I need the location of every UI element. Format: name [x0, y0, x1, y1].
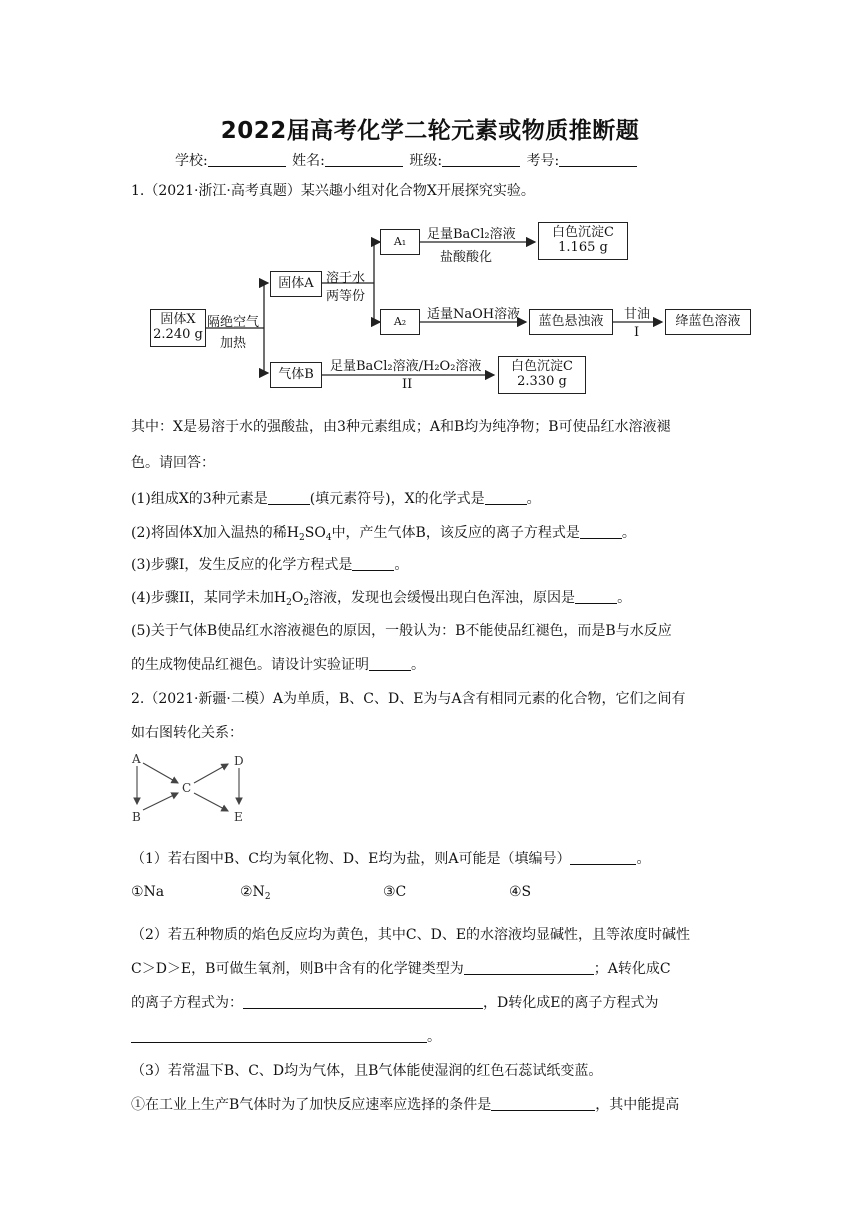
q2-part-3-sub-1 [131, 1094, 679, 1114]
q1-part-3-blank[interactable] [352, 556, 394, 571]
solid-a-label: 固体A [278, 276, 314, 291]
blue-suspension-box [529, 309, 613, 335]
q1-part-3-text-a: (3)步骤I，发生反应的化学方程式是 [131, 557, 353, 573]
node-c: C [182, 781, 192, 795]
q2-stem-line-2: 如右图转化关系： [131, 725, 243, 741]
deep-blue-solution-box [665, 309, 751, 335]
q1-part-4-text-b: O [291, 590, 304, 606]
q2-part-3-text-a: ①在工业上生产B气体时为了加快反应速率应选择的条件是 [131, 1097, 492, 1113]
q2-part-2-blank-2[interactable] [243, 994, 483, 1009]
q2-conversion-diagram [128, 752, 253, 827]
isolate-air-label: 隔绝空气 [207, 315, 260, 330]
a2-label: A₂ [393, 315, 407, 328]
q1-part-1-blank-2[interactable] [485, 490, 527, 505]
q1-part-3-text-b: 。 [394, 557, 409, 573]
q1-part-4-text-d: 。 [617, 590, 632, 606]
q2-part-3: （3）若常温下B、C、D均为气体，且B气体能使湿润的红色石蕊试纸变蓝。 [131, 1063, 603, 1079]
blue-suspension-label: 蓝色悬浊液 [538, 314, 604, 329]
q2-part-2-blank-1[interactable] [464, 960, 594, 975]
solid-x-box [150, 309, 206, 347]
hcl-acidify-label: 盐酸酸化 [440, 250, 493, 265]
q1-part-5-text-b: 。 [411, 657, 425, 673]
q1-part-5-blank[interactable] [369, 656, 411, 671]
white-precipitate-c2-label: 白色沉淀C [511, 359, 573, 374]
q1-part-2-blank[interactable] [580, 524, 622, 539]
q1-part-2-text-b: SO [304, 525, 326, 541]
class-field[interactable] [442, 152, 520, 167]
q2-part-2-text-c: 的离子方程式为： [131, 995, 243, 1011]
bacl2-excess-label: 足量BaCl₂溶液 [427, 227, 516, 242]
q2-option-1: ①Na [131, 884, 165, 900]
solid-x-label: 固体X [160, 312, 196, 327]
name-label: 姓名: [292, 153, 325, 169]
node-e: E [234, 810, 243, 824]
q2-option-4: ④S [509, 884, 532, 900]
class-label: 班级: [409, 153, 443, 169]
two-parts-label: 两等份 [326, 289, 366, 304]
student-info-line [175, 150, 639, 170]
q1-part-1-blank-1[interactable] [268, 490, 310, 505]
q2-part-1-blank[interactable] [570, 850, 636, 865]
q1-flow-diagram [140, 215, 760, 395]
q2-part-2-line-1: （2）若五种物质的焰色反应均为黄色，其中C、D、E的水溶液均显碱性，且等浓度时碱性 [131, 927, 691, 943]
deep-blue-solution-label: 绛蓝色溶液 [675, 314, 741, 329]
q1-part-3 [131, 554, 408, 574]
bacl2-h2o2-label: 足量BaCl₂溶液/H₂O₂溶液 [330, 359, 482, 374]
name-field[interactable] [325, 152, 403, 167]
number-field[interactable] [559, 152, 637, 167]
naoh-label: 适量NaOH溶液 [427, 307, 521, 322]
q1-part-4 [131, 587, 631, 607]
q1-part-1 [131, 488, 541, 508]
page-title: 2022届高考化学二轮元素或物质推断题 [220, 118, 640, 144]
q2-part-1-text-b: 。 [636, 851, 651, 867]
q2-part-2-line-4 [131, 1026, 441, 1046]
q2-part-2-blank-3[interactable] [131, 1028, 427, 1043]
node-b: B [132, 810, 141, 824]
q1-part-4-sub-b: 2 [303, 598, 310, 608]
q2-part-2-text-a: C＞D＞E，B可做生氧剂，则B中含有的化学键类型为 [131, 961, 464, 977]
step-1-label: I [634, 325, 640, 340]
q1-stem: 1.（2021·浙江·高考真题）某兴趣小组对化合物X开展探究实验。 [131, 183, 535, 199]
a2-box [380, 309, 420, 335]
node-d: D [234, 754, 244, 768]
q2-part-2-text-b: ；A转化成C [593, 961, 671, 977]
q1-part-2 [131, 522, 636, 542]
q2-part-2-text-d: ，D转化成E的离子方程式为 [483, 995, 659, 1011]
q1-part-5-text-a: 的生成物使品红褪色。请设计实验证明 [131, 657, 369, 673]
q1-part-5-line-1: (5)关于气体B使品红水溶液褪色的原因，一般认为：B不能使品红褪色，而是B与水反应 [131, 623, 672, 639]
q1-part-4-sub-a: 2 [286, 598, 292, 608]
q1-part-1-text-a: (1)组成X的3种元素是 [131, 491, 268, 507]
q1-part-2-text-c: 中，产生气体B，该反应的离子方程式是 [331, 525, 580, 541]
heat-label: 加热 [220, 336, 247, 351]
school-label: 学校: [175, 153, 208, 169]
white-precipitate-c1-label: 白色沉淀C [552, 225, 614, 240]
q2-part-1 [131, 848, 650, 868]
q1-desc-line-2: 色。请回答： [131, 455, 215, 471]
dissolve-label: 溶于水 [326, 271, 366, 286]
node-a: A [132, 752, 141, 766]
white-precipitate-c1-box [538, 222, 628, 260]
q2-option-2-text: ②N [240, 884, 265, 900]
white-precipitate-c2-box [498, 356, 586, 394]
q2-stem-line-1: 2.（2021·新疆·二模）A为单质，B、C、D、E为与A含有相同元素的化合物，它们之间有 [131, 691, 686, 707]
q2-part-2-text-e: 。 [427, 1029, 441, 1045]
step-2-label: II [402, 377, 413, 392]
q1-part-2-sub-a: 2 [299, 533, 305, 543]
a1-label: A₁ [393, 235, 407, 248]
q1-part-1-text-b: (填元素符号)，X的化学式是 [309, 491, 485, 507]
q1-desc-line-1: 其中：X是易溶于水的强酸盐，由3种元素组成；A和B均为纯净物；B可使品红水溶液褪 [131, 419, 671, 435]
white-precipitate-c2-mass: 2.330 g [517, 374, 567, 389]
solid-x-mass: 2.240 g [153, 327, 203, 342]
q2-part-2-line-2 [131, 958, 671, 978]
q1-part-2-text-a: (2)将固体X加入温热的稀H [131, 525, 300, 541]
q1-part-4-text-c: 溶液，发现也会缓慢出现白色浑浊，原因是 [309, 590, 576, 606]
q2-part-1-text-a: （1）若右图中B、C均为氧化物、D、E均为盐，则A可能是（填编号） [131, 851, 571, 867]
number-label: 考号: [526, 153, 560, 169]
q1-part-4-blank[interactable] [575, 589, 617, 604]
glycerol-label: 甘油 [624, 307, 651, 322]
gas-b-box [270, 362, 322, 388]
q2-option-2 [240, 884, 271, 900]
q1-part-1-text-c: 。 [526, 491, 541, 507]
q2-part-2-line-3 [131, 992, 658, 1012]
q1-part-4-text-a: (4)步骤II，某同学未加H [131, 590, 287, 606]
school-field[interactable] [208, 152, 286, 167]
solid-a-box [270, 271, 322, 297]
white-precipitate-c1-mass: 1.165 g [558, 240, 608, 255]
q2-part-3-blank[interactable] [491, 1096, 595, 1111]
q2-option-2-sub: 2 [264, 892, 271, 902]
q1-part-5-line-2 [131, 654, 425, 674]
gas-b-label: 气体B [278, 367, 314, 382]
q2-option-3: ③C [383, 884, 407, 900]
q1-part-2-sub-b: 4 [325, 533, 332, 543]
q1-part-2-text-d: 。 [621, 525, 636, 541]
q2-part-3-text-b: ，其中能提高 [595, 1097, 680, 1113]
a1-box [380, 229, 420, 255]
